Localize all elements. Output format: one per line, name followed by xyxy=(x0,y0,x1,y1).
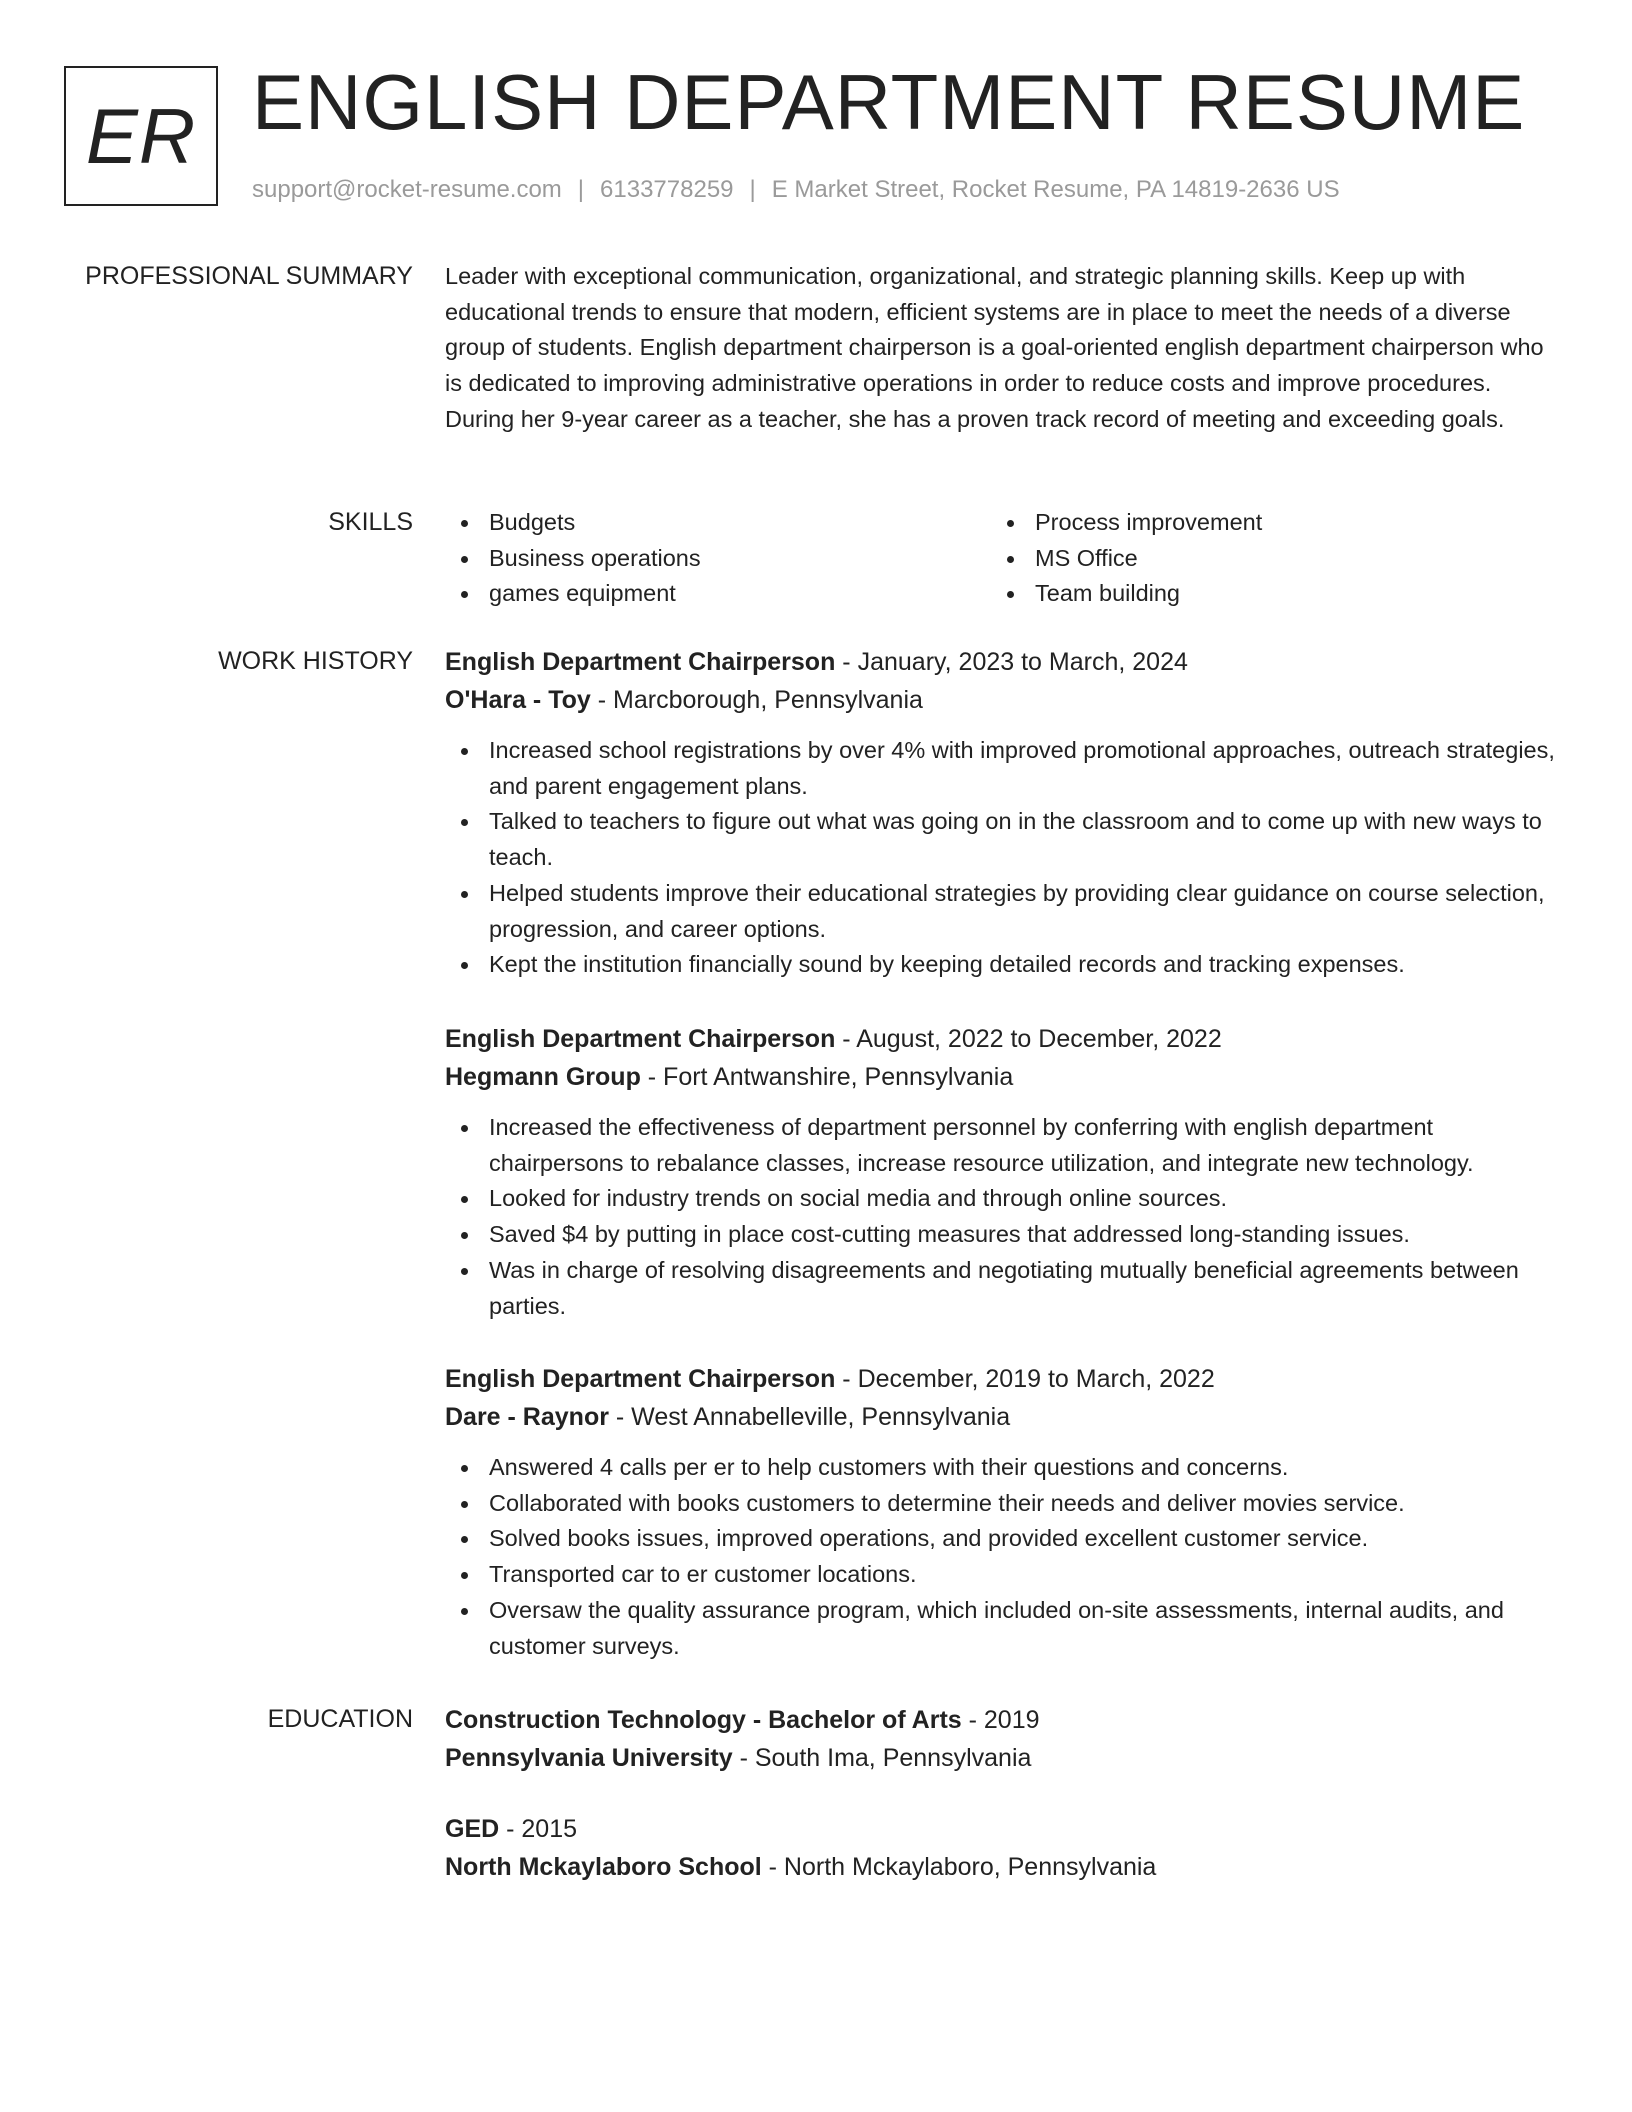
job-dates: - August, 2022 to December, 2022 xyxy=(835,1025,1222,1053)
skill-item: Budgets xyxy=(445,505,991,541)
job-bullet: Saved $4 by putting in place cost-cutting measures that addressed long-standing issues. xyxy=(445,1217,1565,1253)
job-bullet: Collaborated with books customers to determine their needs and deliver movies service. xyxy=(445,1486,1565,1522)
education-entry xyxy=(445,1810,1565,1886)
education-school-line xyxy=(445,1848,1565,1886)
job-bullet: Increased the effectiveness of department personnel by conferring with english department chairpersons to rebalance classes, increase resource utilization, and integrate new technology. xyxy=(445,1110,1565,1181)
skill-item: MS Office xyxy=(991,541,1537,577)
education-location: - South Ima, Pennsylvania xyxy=(732,1744,1032,1772)
skills-list xyxy=(445,505,1555,612)
job-title-line xyxy=(445,643,1565,681)
section-heading-education: EDUCATION xyxy=(267,1705,413,1733)
job-title: English Department Chairperson xyxy=(445,1025,836,1053)
contact-separator: | xyxy=(577,176,585,203)
job-title-line xyxy=(445,1360,1565,1398)
resume-title: ENGLISH DEPARTMENT RESUME xyxy=(252,58,1526,146)
education-year: - 2015 xyxy=(499,1815,578,1843)
job-title: English Department Chairperson xyxy=(445,648,836,676)
job-dates: - December, 2019 to March, 2022 xyxy=(835,1365,1215,1393)
monogram-badge xyxy=(64,66,218,206)
job-company: O'Hara - Toy xyxy=(445,686,591,714)
job-bullet: Answered 4 calls per er to help customers with their questions and concerns. xyxy=(445,1450,1565,1486)
job-company: Hegmann Group xyxy=(445,1063,641,1091)
job-bullets xyxy=(445,1110,1565,1324)
job-bullet: Was in charge of resolving disagreements and negotiating mutually beneficial agreements between parties. xyxy=(445,1253,1565,1324)
job-bullet: Looked for industry trends on social media and through online sources. xyxy=(445,1181,1565,1217)
skill-item: Business operations xyxy=(445,541,991,577)
contact-email: support@rocket-resume.com xyxy=(252,176,562,203)
skill-item: Team building xyxy=(991,576,1537,612)
skill-item: Process improvement xyxy=(991,505,1537,541)
education-degree: GED xyxy=(445,1815,500,1843)
skill-item: games equipment xyxy=(445,576,991,612)
job-bullet: Increased school registrations by over 4% with improved promotional approaches, outreach strategies, and parent engagement plans. xyxy=(445,733,1565,804)
job-bullets xyxy=(445,1450,1565,1664)
job-location: - Marcborough, Pennsylvania xyxy=(590,686,923,714)
section-heading-summary: PROFESSIONAL SUMMARY xyxy=(85,262,413,290)
job-company-line xyxy=(445,681,1565,719)
education-school: Pennsylvania University xyxy=(445,1744,733,1772)
job-entry xyxy=(445,643,1565,983)
education-entry xyxy=(445,1701,1565,1777)
monogram-initials: ER xyxy=(85,91,197,180)
job-bullet: Solved books issues, improved operations, and provided excellent customer service. xyxy=(445,1521,1565,1557)
education-school-line xyxy=(445,1739,1565,1777)
section-heading-skills: SKILLS xyxy=(328,508,413,536)
contact-line xyxy=(252,173,1340,207)
contact-separator: | xyxy=(749,176,756,203)
section-heading-work-history: WORK HISTORY xyxy=(218,647,413,675)
job-bullet: Transported car to er customer locations. xyxy=(445,1557,1565,1593)
skills-column-left xyxy=(445,505,991,612)
summary-text: Leader with exceptional communication, organizational, and strategic planning skills. Keep up with educational trends to ensure that modern, efficient systems are in place to meet the needs of a diverse group of students. English department chairperson is a goal-oriented english department chairperson who is dedicated to improving administrative operations in order to reduce costs and improve procedures. During her 9-year career as a teacher, she has a proven track record of meeting and exceeding goals. xyxy=(445,263,1544,432)
job-bullet: Kept the institution financially sound by keeping detailed records and tracking expenses. xyxy=(445,947,1565,983)
job-bullet: Talked to teachers to figure out what was going on in the classroom and to come up with new ways to teach. xyxy=(445,804,1565,875)
job-bullet: Oversaw the quality assurance program, which included on-site assessments, internal audits, and customer surveys. xyxy=(445,1593,1565,1664)
education-degree: Construction Technology - Bachelor of Arts xyxy=(445,1706,962,1734)
education-school: North Mckaylaboro School xyxy=(445,1853,762,1881)
education-degree-line xyxy=(445,1701,1565,1739)
job-company: Dare - Raynor xyxy=(445,1403,609,1431)
job-dates: - January, 2023 to March, 2024 xyxy=(835,648,1188,676)
skills-column-right xyxy=(991,505,1537,612)
job-location: - Fort Antwanshire, Pennsylvania xyxy=(640,1063,1014,1091)
job-bullets xyxy=(445,733,1565,983)
contact-address: E Market Street, Rocket Resume, PA 14819-2636 US xyxy=(771,176,1340,203)
job-title-line xyxy=(445,1020,1565,1058)
job-location: - West Annabelleville, Pennsylvania xyxy=(608,1403,1011,1431)
job-entry xyxy=(445,1360,1565,1664)
education-location: - North Mckaylaboro, Pennsylvania xyxy=(761,1853,1157,1881)
job-title: English Department Chairperson xyxy=(445,1365,836,1393)
contact-phone: 6133778259 xyxy=(600,176,734,203)
education-degree-line xyxy=(445,1810,1565,1848)
job-entry xyxy=(445,1020,1565,1324)
job-company-line xyxy=(445,1398,1565,1436)
education-year: - 2019 xyxy=(961,1706,1040,1734)
job-bullet: Helped students improve their educational strategies by providing clear guidance on course selection, progression, and career options. xyxy=(445,876,1565,947)
job-company-line xyxy=(445,1058,1565,1096)
